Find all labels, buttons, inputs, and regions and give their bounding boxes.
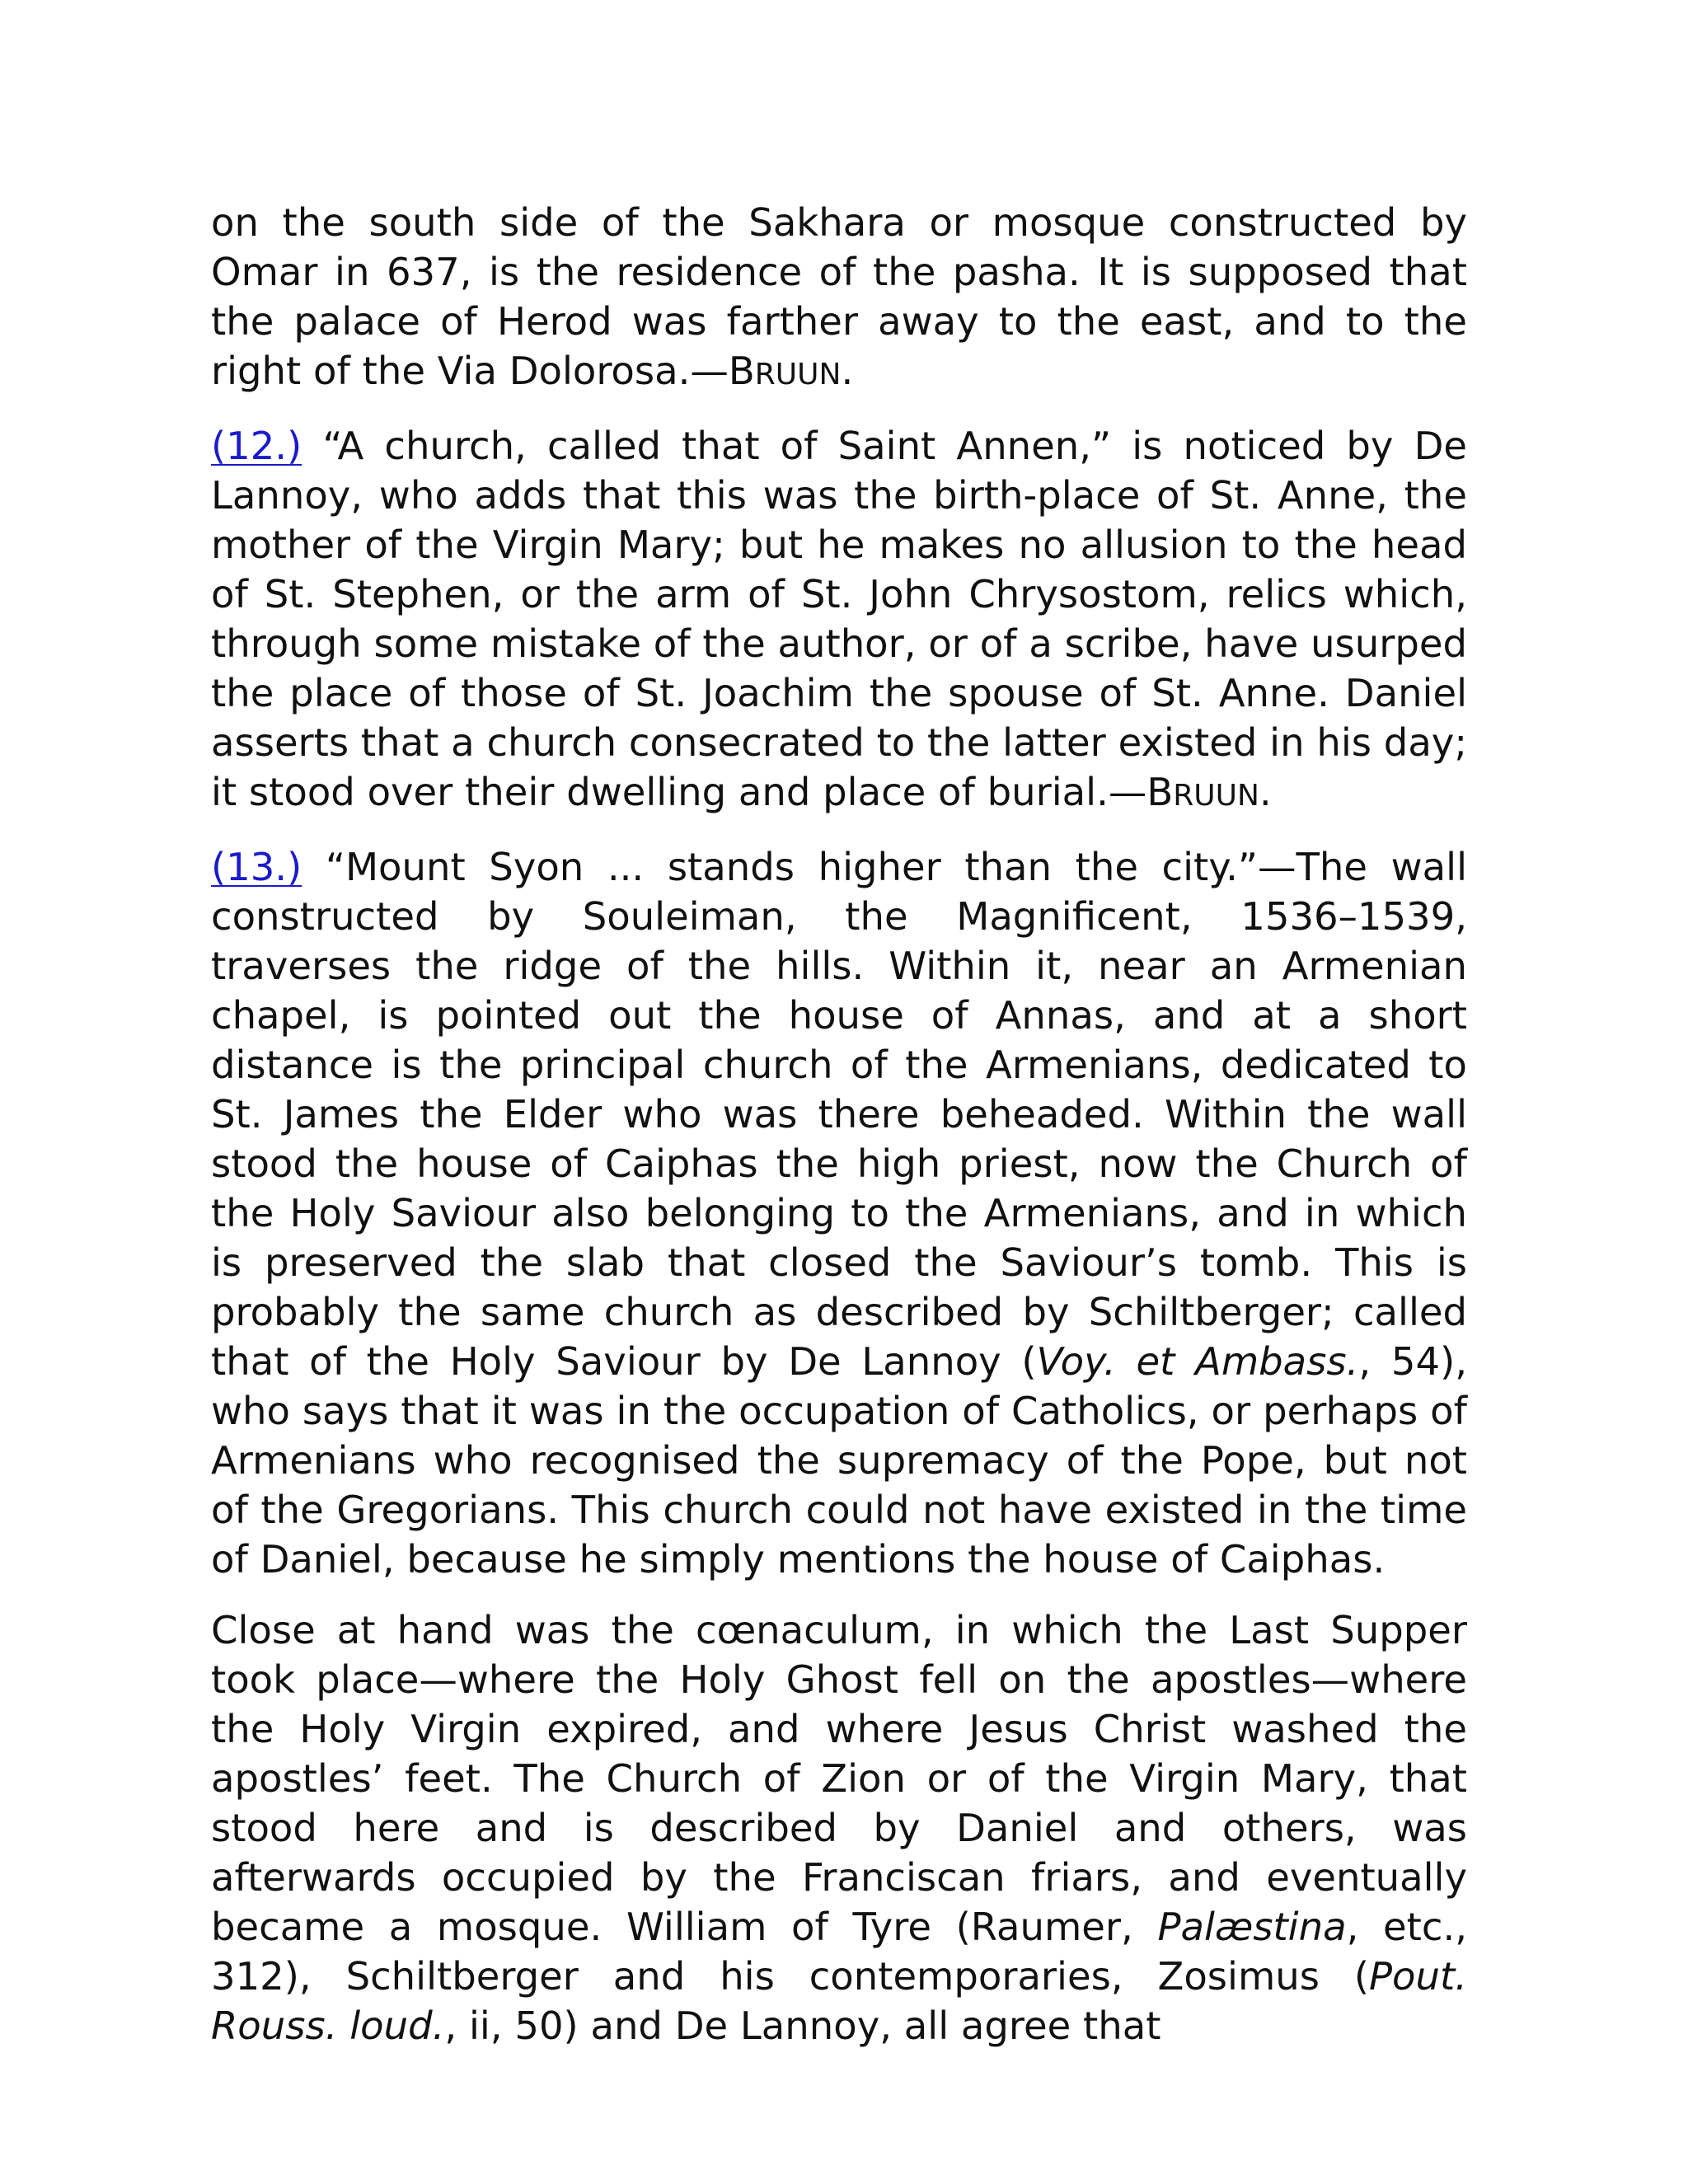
author-signature-smallcaps: RUUN — [1173, 779, 1259, 813]
document-page — [211, 198, 1467, 2050]
paragraph-2-text: “A church, called that of Saint Annen,” is noticed by De Lannoy, who adds that this was the birth-place of St. Anne, the mother of the Virgin Mary; but he makes no allusion to the head of St. Stephen, or the arm of St. John Chrysostom, relics which, through some mistake of the author, or of a scribe, have usurped the place of those of St. Joachim the spouse of St. Anne. Daniel asserts that a church consecrated to the latter existed in his day; it stood over their dwelling and place of burial.—B — [211, 424, 1467, 814]
paragraph-4-italic-title-b: Pout. Rouss. loud. — [211, 1954, 1467, 2048]
paragraph-3-text-a: “Mount Syon ... stands higher than the city.”—The wall constructed by Souleiman, the Magnificent, 1536–1539, traverses the ridge of the hills. Within it, near an Armenian chapel, is pointed out the house of Annas, and at a short distance is the principal church of the Armenians, dedicated to St. James the Elder who was there beheaded. Within the wall stood the house of Caiphas the high priest, now the Church of the Holy Saviour also belonging to the Armenians, and in which is preserved the slab that closed the Saviour’s tomb. This is probably the same church as described by Schiltberger; called that of the Holy Saviour by De Lannoy ( — [211, 845, 1467, 1384]
paragraph-2 — [211, 421, 1467, 821]
paragraph-4-text-b: , etc., 312), Schiltberger and his contemporaries, Zosimus ( — [211, 1905, 1468, 1999]
paragraph-1-end: . — [841, 349, 854, 393]
paragraph-3 — [211, 842, 1467, 1584]
footnote-link-13[interactable]: (13.) — [211, 845, 302, 889]
paragraph-3-italic-title: Voy. et Ambass. — [1036, 1339, 1359, 1384]
author-signature-smallcaps: RUUN — [754, 358, 842, 391]
paragraph-2-end: . — [1259, 770, 1272, 814]
paragraph-4-text-c: , ii, 50) and De Lannoy, all agree that — [444, 2004, 1161, 2048]
paragraph-4-text-a: Close at hand was the cœnaculum, in which the Last Supper took place—where the Holy Ghost fell on the apostles—where the Holy Virgin expired, and where Jesus Christ washed the apostles’ feet. The Church of Zion or of the Virgin Mary, that stood here and is described by Daniel and others, was afterwards occupied by the Franciscan friars, and eventually became a mosque. William of Tyre (Raumer, — [211, 1608, 1467, 1949]
paragraph-1-text: on the south side of the Sakhara or mosque constructed by Omar in 637, is the residence of the pasha. It is supposed that the palace of Herod was farther away to the east, and to the right of the Via Dolorosa.—B — [211, 200, 1467, 393]
paragraph-1 — [211, 198, 1467, 400]
paragraph-3-text-b: , 54), who says that it was in the occupation of Catholics, or perhaps of Armenians who recognised the supremacy of the Pope, but not of the Gregorians. This church could not have existed in the time of Daniel, because he simply mentions the house of Caiphas. — [211, 1339, 1467, 1582]
paragraph-4 — [211, 1605, 1467, 2050]
paragraph-4-italic-title-a: Palæstina — [1157, 1905, 1347, 1949]
footnote-link-12[interactable]: (12.) — [211, 424, 302, 468]
